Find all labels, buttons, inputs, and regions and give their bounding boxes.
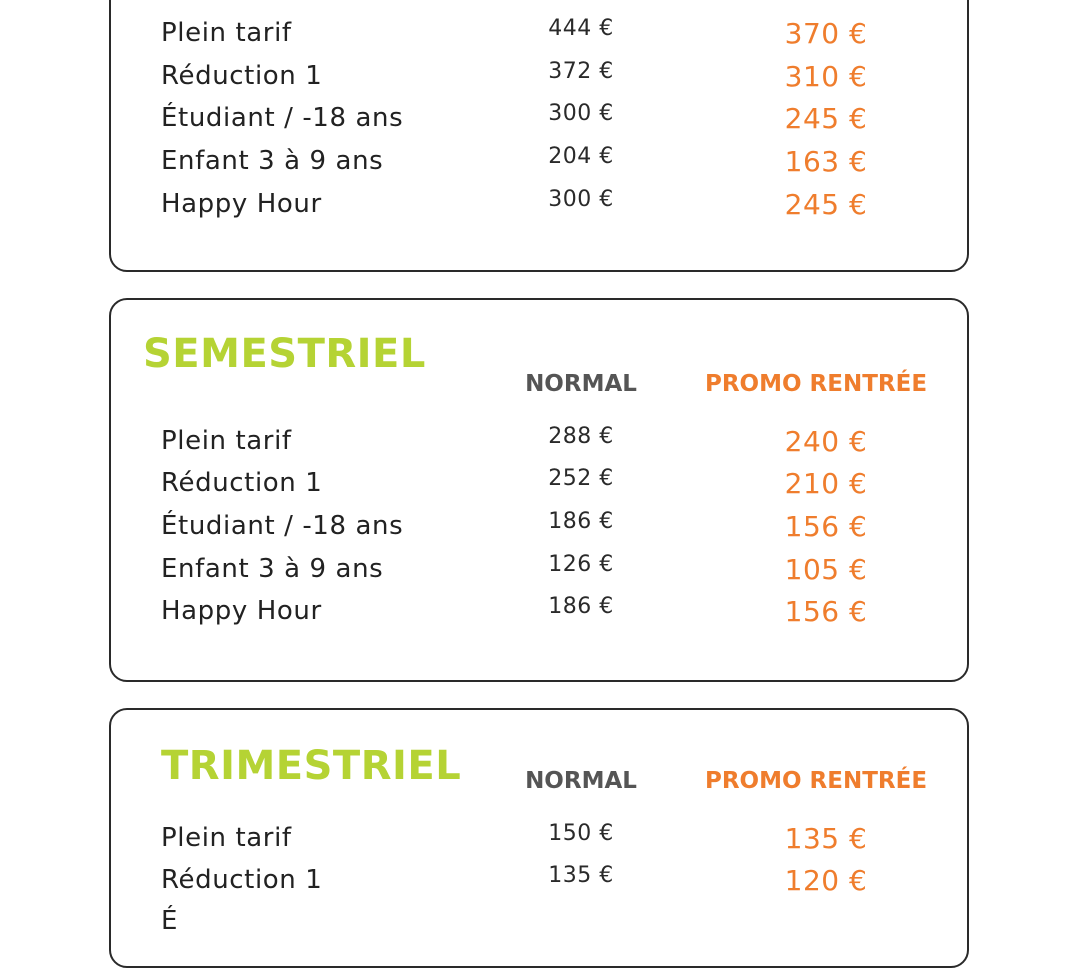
- price-row: [111, 466, 967, 510]
- normal-price: 126 €: [548, 552, 614, 577]
- column-header-normal: NORMAL: [525, 768, 637, 794]
- rate-label: Enfant 3 à 9 ans: [161, 554, 384, 584]
- price-row: [111, 863, 967, 907]
- promo-price: 105 €: [784, 553, 868, 586]
- price-row: [111, 187, 967, 231]
- rate-label: Happy Hour: [161, 189, 322, 219]
- pricing-card-trimestriel: [109, 708, 969, 968]
- promo-price: 120 €: [784, 864, 868, 897]
- promo-price: 210 €: [784, 467, 868, 500]
- rate-label: Réduction 1: [161, 61, 323, 91]
- price-row: [111, 908, 967, 948]
- normal-price: 204 €: [548, 144, 614, 169]
- column-header-normal: NORMAL: [525, 371, 637, 397]
- price-row: [111, 16, 967, 60]
- rate-label: É: [161, 906, 179, 936]
- rate-label: Étudiant / -18 ans: [161, 103, 404, 133]
- pricing-card-annual: [109, 0, 969, 272]
- column-header-promo: PROMO RENTRÉE: [704, 371, 928, 397]
- rate-label: Plein tarif: [161, 426, 292, 456]
- price-row: [111, 552, 967, 596]
- pricing-card-semestriel: [109, 298, 969, 682]
- promo-price: 156 €: [784, 510, 868, 543]
- normal-price: 372 €: [548, 59, 614, 84]
- normal-price: 150 €: [548, 821, 614, 846]
- price-row: [111, 59, 967, 103]
- rate-label: Réduction 1: [161, 468, 323, 498]
- rate-label: Étudiant / -18 ans: [161, 511, 404, 541]
- normal-price: 135 €: [548, 863, 614, 888]
- promo-price: 370 €: [784, 17, 868, 50]
- price-row: [111, 424, 967, 468]
- normal-price: 186 €: [548, 509, 614, 534]
- price-row: [111, 101, 967, 145]
- normal-price: 300 €: [548, 101, 614, 126]
- normal-price: 252 €: [548, 466, 614, 491]
- rate-label: Plein tarif: [161, 18, 292, 48]
- rate-label: Enfant 3 à 9 ans: [161, 146, 384, 176]
- rate-label: Happy Hour: [161, 596, 322, 626]
- normal-price: 444 €: [548, 16, 614, 41]
- promo-price: 245 €: [784, 102, 868, 135]
- column-header-promo: PROMO RENTRÉE: [704, 768, 928, 794]
- promo-price: 245 €: [784, 188, 868, 221]
- price-row: [111, 509, 967, 553]
- section-title: TRIMESTRIEL: [161, 743, 462, 789]
- price-row: [111, 144, 967, 188]
- price-row: [111, 821, 967, 865]
- promo-price: 135 €: [784, 822, 868, 855]
- rate-label: Réduction 1: [161, 865, 323, 895]
- promo-price: 240 €: [784, 425, 868, 458]
- promo-price: 156 €: [784, 595, 868, 628]
- section-title: SEMESTRIEL: [143, 331, 426, 377]
- rate-label: Plein tarif: [161, 823, 292, 853]
- normal-price: 288 €: [548, 424, 614, 449]
- price-row: [111, 594, 967, 638]
- normal-price: 300 €: [548, 187, 614, 212]
- normal-price: 186 €: [548, 594, 614, 619]
- promo-price: 163 €: [784, 145, 868, 178]
- promo-price: 310 €: [784, 60, 868, 93]
